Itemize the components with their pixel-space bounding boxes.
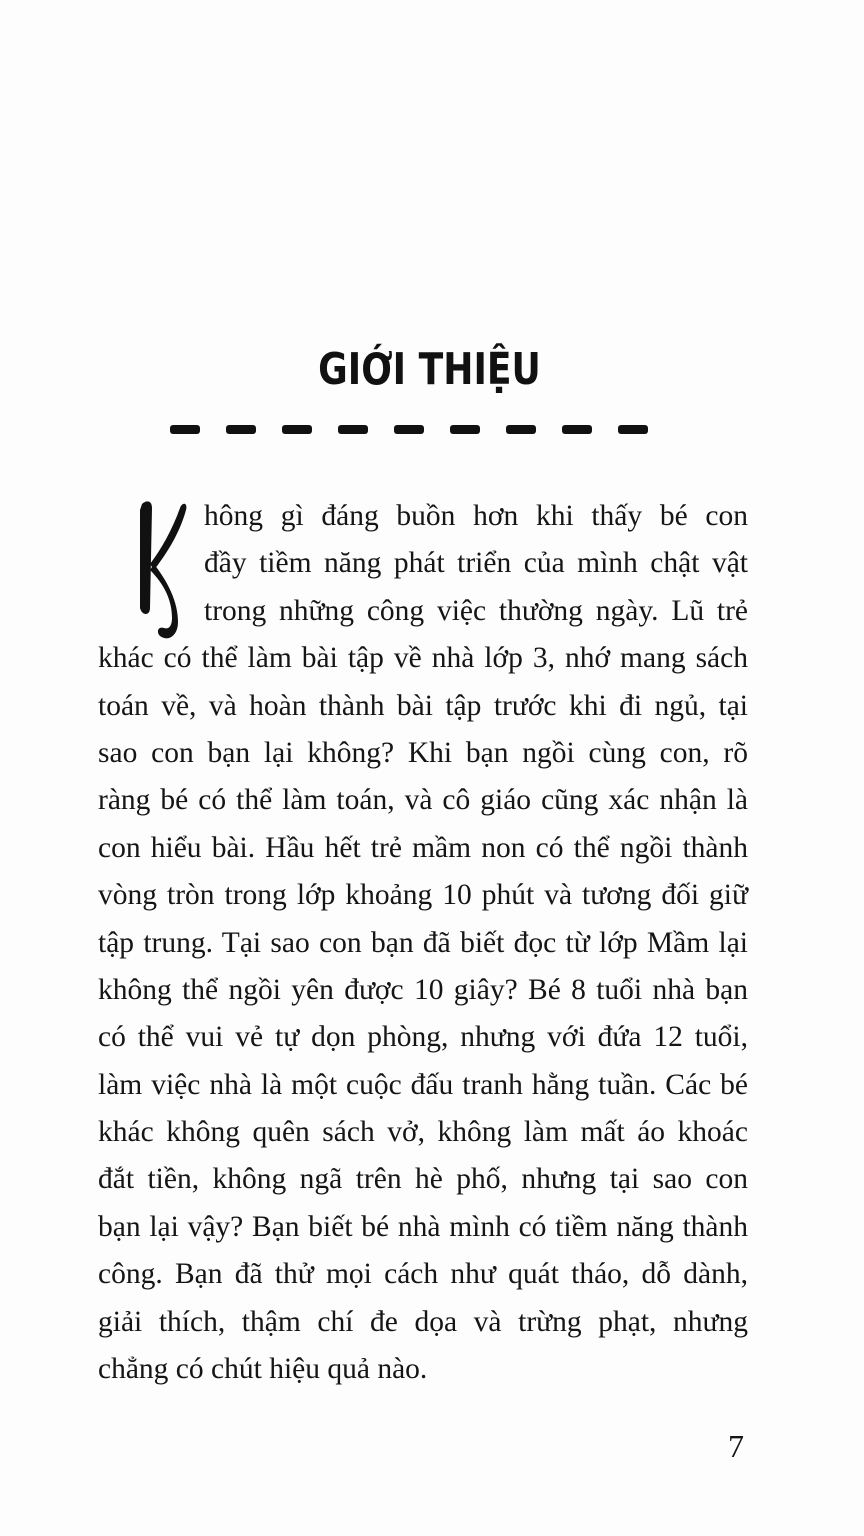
paragraph-line: con hiểu bài. Hầu hết trẻ mầm non có thể ngồi thành (98, 831, 748, 864)
rule-dash (226, 425, 256, 434)
paragraph-line: tập trung. Tại sao con bạn đã biết đọc từ lớp Mầm lại (98, 926, 748, 959)
paragraph-line: bạn lại vậy? Bạn biết bé nhà mình có tiềm năng thành (98, 1210, 748, 1243)
rule-dash (562, 425, 592, 434)
paragraph-line: làm việc nhà là một cuộc đấu tranh hằng tuần. Các bé (98, 1068, 748, 1101)
rule-dash (618, 425, 648, 434)
rule-dash (282, 425, 312, 434)
rule-dash (506, 425, 536, 434)
rule-dash (170, 425, 200, 434)
paragraph-line: công. Bạn đã thử mọi cách như quát tháo, dỗ dành, (98, 1258, 748, 1291)
rule-dash (338, 425, 368, 434)
paragraph-line: toán về, và hoàn thành bài tập trước khi đi ngủ, tại (98, 689, 748, 722)
chapter-title: GIỚI THIỆU (318, 344, 541, 395)
page-number: 7 (728, 1428, 744, 1464)
paragraph-line: khác không quên sách vở, không làm mất áo khoác (98, 1116, 748, 1149)
paragraph-line: sao con bạn lại không? Khi bạn ngồi cùng con, rõ (98, 736, 748, 769)
rule-dash (394, 425, 424, 434)
paragraph-line: không thể ngồi yên được 10 giây? Bé 8 tuổi nhà bạn (98, 973, 748, 1006)
rule-dash (450, 425, 480, 434)
paragraph-line: chẳng có chút hiệu quả nào. (98, 1353, 428, 1386)
paragraph-line: vòng tròn trong lớp khoảng 10 phút và tương đối giữ (98, 879, 748, 912)
paragraph-line: đầy tiềm năng phát triển của mình chật vật (204, 547, 748, 580)
body-paragraph (98, 493, 748, 1393)
paragraph-line: giải thích, thậm chí đe dọa và trừng phạt, nhưng (98, 1305, 748, 1338)
paragraph-line: khác có thể làm bài tập về nhà lớp 3, nhớ mang sách (98, 642, 748, 675)
paragraph-line: đắt tiền, không ngã trên hè phố, nhưng tại sao con (98, 1163, 748, 1196)
paragraph-line: trong những công việc thường ngày. Lũ trẻ (204, 594, 748, 627)
dashed-title-rule (170, 425, 670, 439)
paragraph-line: có thể vui vẻ tự dọn phòng, nhưng với đứa 12 tuổi, (98, 1021, 748, 1054)
paragraph-line: ràng bé có thể làm toán, và cô giáo cũng xác nhận là (98, 784, 748, 817)
paragraph-line: hông gì đáng buồn hơn khi thấy bé con (204, 500, 748, 532)
